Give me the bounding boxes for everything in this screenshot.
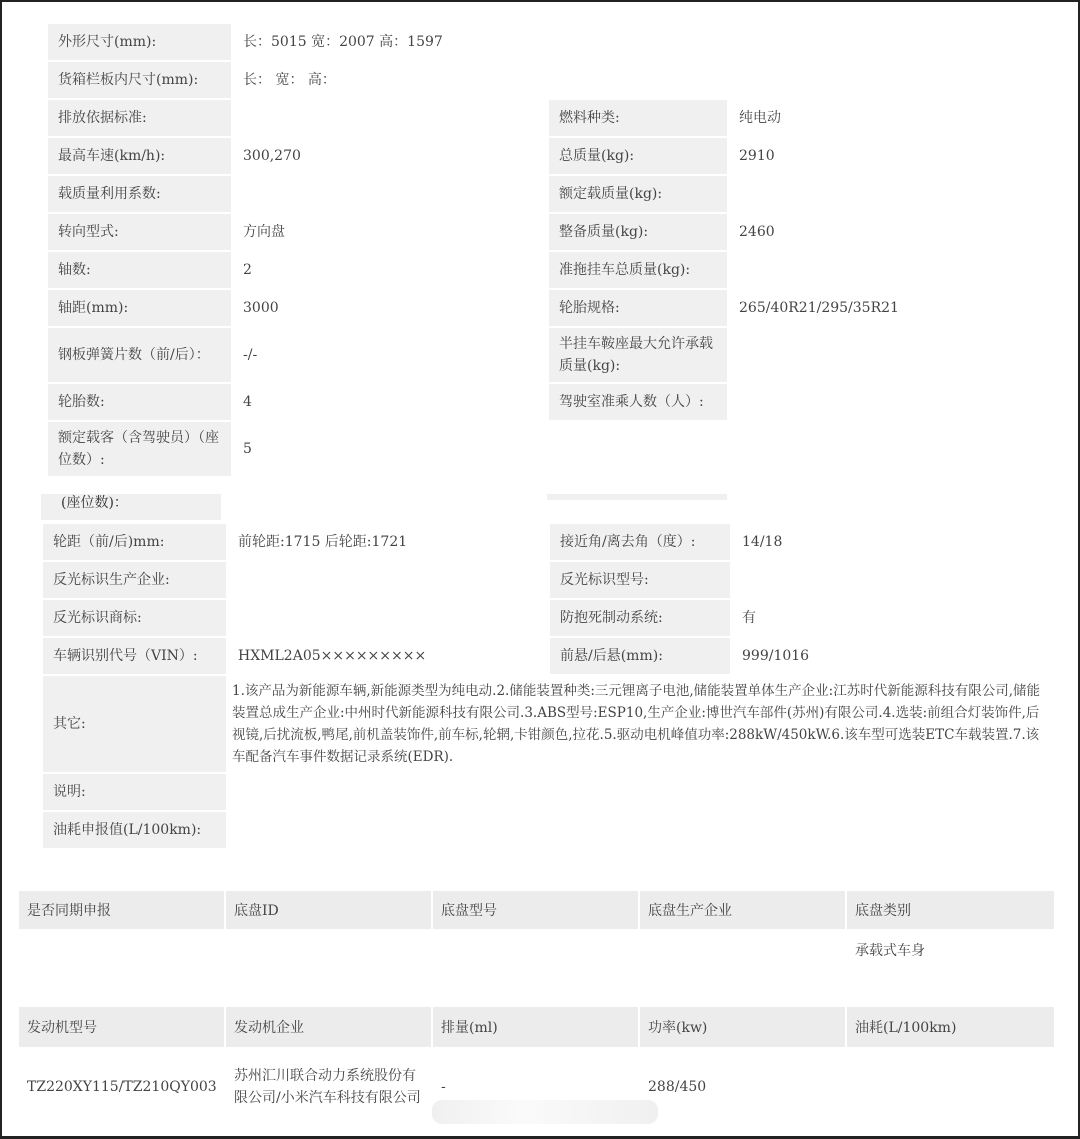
spec-row xyxy=(42,523,1051,561)
spec-row-fuel xyxy=(42,811,1051,849)
spec-value: 2910 xyxy=(728,137,1046,175)
cut-off-label: (座位数)： xyxy=(41,494,221,520)
table-cell: 288/450 xyxy=(639,1048,846,1126)
spec-label: 反光标识商标: xyxy=(42,599,227,637)
column-header: 底盘型号 xyxy=(432,890,639,930)
table-cell xyxy=(432,930,639,970)
column-header: 油耗(L/100km) xyxy=(846,1006,1055,1048)
spec-value: 长： 宽： 高： xyxy=(232,61,1046,99)
spec-label: 半挂车鞍座最大允许承载质量(kg): xyxy=(548,327,728,383)
cut-off-shade xyxy=(547,494,727,500)
spec-label: 最高车速(km/h): xyxy=(47,137,232,175)
spec-label: 外形尺寸(mm): xyxy=(47,23,232,61)
spec-value: 300,270 xyxy=(232,137,548,175)
table-cell: TZ220XY115/TZ210QY003 xyxy=(18,1048,225,1126)
spec-label: 燃料种类: xyxy=(548,99,728,137)
note-value xyxy=(227,773,1051,811)
spec-label: 驾驶室准乘人数（人）: xyxy=(548,383,728,421)
table-header-row xyxy=(18,1006,1055,1048)
spec-row xyxy=(47,383,1046,421)
spec-value xyxy=(728,383,1046,421)
spec-label: 反光标识型号: xyxy=(549,561,731,599)
spec-value: 前轮距:1715 后轮距:1721 xyxy=(227,523,549,561)
table-cell: 承载式车身 xyxy=(846,930,1055,970)
spec-value xyxy=(731,561,1051,599)
spec-value xyxy=(232,99,548,137)
spec-value: 4 xyxy=(232,383,548,421)
spec-label: 总质量(kg): xyxy=(548,137,728,175)
spec-value: -/- xyxy=(232,327,548,383)
column-header: 底盘生产企业 xyxy=(639,890,846,930)
note-label: 说明: xyxy=(42,773,227,811)
spec-label: 防抱死制动系统: xyxy=(549,599,731,637)
spec-label: 接近角/离去角（度）: xyxy=(549,523,731,561)
column-header: 发动机企业 xyxy=(225,1006,432,1048)
spec-label: 额定载质量(kg): xyxy=(548,175,728,213)
spec-value: 265/40R21/295/35R21 xyxy=(728,289,1046,327)
spec-row xyxy=(47,99,1046,137)
spec-label: 额定载客（含驾驶员）（座位数）: xyxy=(47,421,232,477)
vehicle-spec-table-lower xyxy=(41,522,1052,850)
spec-label: 轴数: xyxy=(47,251,232,289)
spec-row xyxy=(42,599,1051,637)
other-label: 其它: xyxy=(42,675,227,773)
spec-label: 钢板弹簧片数（前/后）： xyxy=(47,327,232,383)
other-value: 1.该产品为新能源车辆,新能源类型为纯电动.2.储能装置种类:三元锂离子电池,储能装置单体生产企业:江苏时代新能源科技有限公司,储能装置总成生产企业:中州时代新能源科技有限公司.3.ABS型号:ESP10,生产企业:博世汽车部件(苏州)有限公司.4.选装:前组合灯装饰件,后视镜,后扰流板,鸭尾,前机盖装饰件,前车标,轮辋,卡钳颜色,拉花.5.驱动电机峰值功率:288kW/450kW.6.该车型可选装ETC车载装置.7.该车配备汽车事件数据记录系统(EDR). xyxy=(227,675,1051,773)
spec-row xyxy=(47,213,1046,251)
column-header: 发动机型号 xyxy=(18,1006,225,1048)
spec-value: 5 xyxy=(232,421,1046,477)
spec-label: 轮胎数: xyxy=(47,383,232,421)
spec-row xyxy=(42,561,1051,599)
spec-value: 3000 xyxy=(232,289,548,327)
fuel-value xyxy=(227,811,1051,849)
spec-row-cargo-box xyxy=(47,61,1046,99)
spec-label: 准拖挂车总质量(kg): xyxy=(548,251,728,289)
spec-value xyxy=(227,561,549,599)
table-cell: - xyxy=(432,1048,639,1126)
spec-row xyxy=(47,289,1046,327)
spec-label: 货箱栏板内尺寸(mm): xyxy=(47,61,232,99)
table-row xyxy=(18,930,1055,970)
spec-value: 2 xyxy=(232,251,548,289)
spec-label: 排放依据标准: xyxy=(47,99,232,137)
chassis-table xyxy=(17,889,1056,971)
spec-value: 999/1016 xyxy=(731,637,1051,675)
spec-value xyxy=(227,599,549,637)
spec-row xyxy=(47,251,1046,289)
spec-label: 轮距（前/后)mm: xyxy=(42,523,227,561)
spec-value: 14/18 xyxy=(731,523,1051,561)
spec-label: 轴距(mm): xyxy=(47,289,232,327)
spec-label: 前悬/后悬(mm): xyxy=(549,637,731,675)
spec-label: 反光标识生产企业: xyxy=(42,561,227,599)
table-cell xyxy=(18,930,225,970)
spec-value xyxy=(232,175,548,213)
vehicle-spec-table xyxy=(46,22,1047,478)
spec-label: 转向型式: xyxy=(47,213,232,251)
table-cell: 苏州汇川联合动力系统股份有限公司/小米汽车科技有限公司 xyxy=(225,1048,432,1126)
spec-label: 车辆识别代号（VIN）: xyxy=(42,637,227,675)
spec-value: 纯电动 xyxy=(728,99,1046,137)
spec-row-other xyxy=(42,675,1051,773)
spec-value: 长：5015 宽：2007 高：1597 xyxy=(232,23,1046,61)
spec-value xyxy=(728,327,1046,383)
cut-off-row xyxy=(41,494,1050,520)
column-header: 功率(kw) xyxy=(639,1006,846,1048)
spec-value: HXML2A05××××××××× xyxy=(227,637,549,675)
spec-value xyxy=(728,251,1046,289)
column-header: 底盘ID xyxy=(225,890,432,930)
spec-value: 2460 xyxy=(728,213,1046,251)
spec-label: 载质量利用系数: xyxy=(47,175,232,213)
spec-label: 整备质量(kg): xyxy=(548,213,728,251)
column-header: 排量(ml) xyxy=(432,1006,639,1048)
spec-value: 有 xyxy=(731,599,1051,637)
table-cell xyxy=(639,930,846,970)
spec-row-passengers xyxy=(47,421,1046,477)
spec-row xyxy=(47,137,1046,175)
column-header: 是否同期申报 xyxy=(18,890,225,930)
fuel-label: 油耗申报值(L/100km): xyxy=(42,811,227,849)
spec-value xyxy=(728,175,1046,213)
spec-row-dimensions xyxy=(47,23,1046,61)
spec-row-note xyxy=(42,773,1051,811)
blurred-overlay xyxy=(432,1100,658,1124)
spec-value: 方向盘 xyxy=(232,213,548,251)
spec-row xyxy=(47,175,1046,213)
table-cell xyxy=(225,930,432,970)
spec-row xyxy=(42,637,1051,675)
column-header: 底盘类别 xyxy=(846,890,1055,930)
spec-row xyxy=(47,327,1046,383)
table-cell xyxy=(846,1048,1055,1126)
table-header-row xyxy=(18,890,1055,930)
spec-label: 轮胎规格: xyxy=(548,289,728,327)
